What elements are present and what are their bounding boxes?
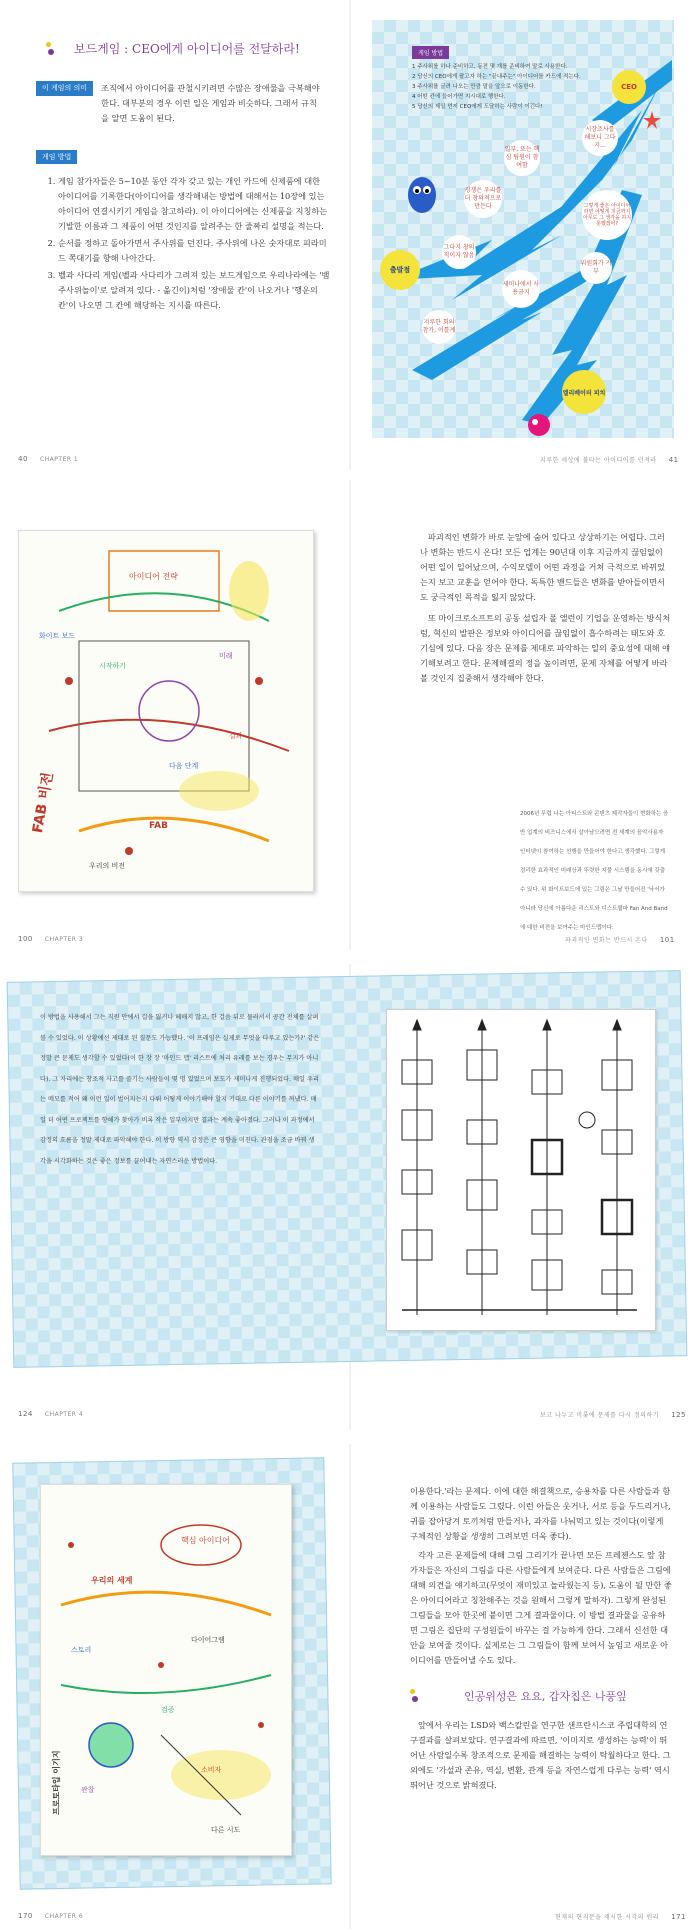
- running-title: 파괴적인 변화는 반드시 온다: [565, 937, 648, 944]
- right-page-body: [420, 530, 672, 686]
- rule-item: 1. 게임 참가자들은 5~10분 동안 각자 갖고 있는 개인 카드에 신제품에 대한 아이디어를 기록한다(아이디어를 생각해내는 방법에 대해서는 10장에 있는 아이디어 연결시키기 게임을 참고하라). 이 아이디어에는 신제품을 지칭하는 기발한 이름과 그 제품이 어떤 것인지를 알려주는 한 줄짜리 설명을 적는다.: [58, 174, 330, 234]
- left-text-block: [40, 1004, 320, 1168]
- chapter-label: CHAPTER 6: [44, 1913, 84, 1920]
- prototype-sketch: [40, 1484, 292, 1856]
- board-cell: 시장조사를 해보니 그다지...: [582, 120, 618, 156]
- whiteboard-sketch: [18, 530, 314, 892]
- spread-flow-diagram: [0, 964, 700, 1430]
- page-number: 40: [18, 455, 28, 463]
- chapter-label: CHAPTER 4: [44, 1411, 84, 1418]
- board-cell-elevator-pitch: 엘리베이터 피치: [562, 370, 606, 414]
- flow-diagram-drawing: [387, 1010, 655, 1330]
- page-footer-left: [18, 455, 78, 463]
- section-heading: [46, 40, 332, 57]
- creature-icon: [402, 170, 442, 220]
- running-title: 지루한 세상에 불타는 아이디어를 던져라: [540, 457, 657, 464]
- star-icon: [642, 110, 662, 130]
- paragraph: 각자 고른 문제들에 대해 그림 그리기가 끝나면 모든 프레젠스도 앞 참가자들은 자신의 그림을 다른 사람들에게 보여준다. 다른 사람들은 그림에 대해 의견을 얘기하고(무엇이 재미있고 놀라웠는지 등), 도움이 될 만한 좋은 아이디어라고 칭찬해주는 것을 원해서 그렇게 말하자). 그렇게 완성된 그림들을 모아 한곳에 붙이면 그게 결과물이다. 이 방법 결과물을 공유하면 그림은 집단의 구성원들이 바꾸는 걸 가능하게 한다. 그래서 신선한 대안을 보여줄 것이다. 실제로는 그 그림들이 함께 보여서 높임고 새로운 아이디어를 만들어낼 수도 있다.: [410, 1550, 672, 1665]
- board-game-illustration: [372, 20, 674, 438]
- paragraph: 또 마이크로소프트의 공동 설립자 폴 앨런이 기업을 운영하는 방식처럼, 혁신의 발판은 정보와 아이디어를 끊임없이 흡수하려는 태도와 호기심에 있다. 다음 장은 문제를 제대로 파악하는 일의 중요성에 대해 얘기해보려고 한다. 문제해결의 정을 높이려면, 문제 자체를 어떻게 바라볼 것인지 집중해서 생각해야 한다.: [420, 613, 671, 683]
- goal-ceo: CEO: [612, 70, 646, 104]
- board-cell: 그다지 창의적이지 않음: [442, 235, 476, 269]
- bullet-dots-icon: [410, 1689, 424, 1703]
- sketch-note: 시작하기: [99, 662, 127, 670]
- spread-whiteboard: [0, 480, 700, 950]
- page-number: 171: [671, 1913, 686, 1921]
- page-title: 보드게임 : CEO에게 아이디어를 전달하라!: [74, 42, 300, 56]
- sketch-note: FAB: [149, 821, 168, 831]
- sketch-note: 다른 시도: [211, 1826, 241, 1834]
- sketch-note: 검증: [161, 1706, 175, 1714]
- spread-board-game: [0, 0, 700, 470]
- right-page-body: [410, 1484, 672, 1793]
- flow-diagram-sheet: [386, 1009, 656, 1331]
- page-footer-left: [18, 1410, 83, 1418]
- section-heading: [410, 1688, 672, 1704]
- running-title: 보고 나누고 비롯에 문제를 다시 정의하기: [540, 1412, 660, 1419]
- prototype-drawing: [41, 1485, 291, 1855]
- sketch-note: 아이디어 전략: [129, 572, 178, 581]
- sketch-note: 미래: [219, 652, 233, 660]
- meaning-text: 조직에서 아이디어를 관철시키려면 수많은 장애물을 극복해야 한다. 대부분의 경우 이런 일은 게임과 비슷하다. 그래서 규칙을 알면 도움이 된다.: [101, 83, 320, 123]
- board-cell: 그렇게 좋은 아이디어라면 어떻게 지금까지 아무도 그 생각을 하지 못했겠어?: [582, 190, 632, 240]
- board-cell: 지루한 회의 참가, 이틀계: [422, 310, 456, 344]
- page-footer-left: [18, 935, 83, 943]
- sketch-note: 스토리: [71, 1646, 92, 1654]
- paragraph: 파괴적인 변화가 바로 눈앞에 숨어 있다고 상상하기는 어렵다. 그러나 변화는 반드시 온다! 모든 업계는 90년대 이후 지금까지 끊임없이 어떤 일이 일어났으며, 수익모델이 어떤 과정을 거쳐 극적으로 바뀌었는지 보고 교훈을 얻어야 한다. 독특한 밴드들은 변화를 받아들이면서도 궁극적인 목적을 잃지 않았다.: [420, 532, 665, 602]
- sketch-note: 화이트 보드: [39, 632, 76, 640]
- board-step: 2 당신의 CEO에게 팔고자 하는 "끝내주는" 아이디어를 카드에 적는다.: [412, 74, 581, 80]
- page-number: 124: [18, 1410, 33, 1418]
- sketch-note: 관찰: [81, 1786, 95, 1794]
- page-gutter: [349, 480, 351, 950]
- rules-list: [36, 174, 330, 313]
- sketch-note: 핵심 아이디어: [181, 1536, 230, 1545]
- board-cell: 경쟁은 우리를 더 창의적으로 만든다: [464, 180, 502, 218]
- page-number: 170: [18, 1912, 33, 1920]
- bullet-dots-icon: [46, 42, 60, 56]
- mind-map-drawing: [19, 531, 313, 891]
- page-footer-right: [565, 935, 675, 944]
- board-cell: 일부, 또는 핵심 팀원이 참여함: [504, 140, 540, 176]
- sketch-title: 프로토타입 이기지: [52, 1750, 61, 1815]
- caption-text: 2006년 무렵 나는 아티스트와 콘텐츠 제작자들이 변화하는 음반 업계의 비즈니스에서 살아남으려면 전 세계의 음악사용자 인터넷이 참여하는 선행을 만들어야 한다고 생각했다. 그렇게 정리한 효과적인 미래상과 뚜렷한 지불 시스템을 동시에 갖출 수 있다. 위 화이트보드에 있는 그림은 그날 만들어진 '낙서가 아니라 당신에 아름다운 리스트와 디스트웹파 Fan And Band에 대한 비전을 보여주는 마인드맵이다.: [520, 811, 669, 931]
- page-footer-right: [540, 455, 679, 464]
- board-step: 1 주사위를 하나 준비하고, 동전 몇 개를 준비하여 말로 사용한다.: [412, 64, 568, 70]
- sketch-note: 우리의 세계: [91, 1576, 133, 1585]
- section-title: 인공위성은 요요, 갑자칩은 나풍잎: [464, 1690, 627, 1703]
- sketch-note: 다음 단계: [169, 762, 199, 770]
- body-text: 이 방법을 사용해서 그는 직원 안에서 길을 잃거나 헤매지 않고, 한 걸음 뒤로 물러서서 공간 전체를 살펴볼 수 있었다. 이 상황에선 제대로 된 질문도 가능했다. '이 프레임은 실제로 무엇을 다루고 있는가?' 같은 정말 큰 문제도 생각할 수 있었다(이 한 장 장 '마인드 맵' 리스트에 처리 유래를 보는 경우는 무지가 아니다). 그 자리에는 창조적 사고를 즐기는 사람들이 몇 명 있었으며 보도가 재미나게 진행되었다. 매일 우리는 메모를 적어 왜 이런 일이 벌어지는지 다뤄 어떻게 이야기해야 할지 기대로 다른 이야기를 꺼냈다. 매일 더 어떤 프로젝트를 향해가 찾아가 비록 작은 일부이지만 결과는 계속 좋아졌다. 그러나 이 과정에서 감정의 흐름을 정말 제대로 파악해야 한다. 이 방향 역시 감정은 큰 영향을 미친다. 관점을 조금 바꿔 생각을 시각화하는 것은 좋은 정보를 끌어내는 자연스러운 방법이다.: [40, 1014, 320, 1165]
- sketch-title: FAB 비전: [29, 771, 57, 835]
- page-gutter: [349, 1444, 351, 1929]
- page-number: 101: [659, 936, 675, 944]
- page-footer-right: [555, 1912, 686, 1921]
- board-step: 5 당신의 제일 먼저 CEO에게 도달하는 사람이 이긴다!: [412, 104, 543, 110]
- meaning-label: 이 게임의 의미: [36, 81, 93, 96]
- board-cell: 세미나에서 사용금지: [502, 270, 540, 308]
- left-page: [36, 40, 332, 315]
- running-title: 현재의 현지문을 재시한 시각의 원리: [555, 1914, 660, 1921]
- board-cell-start: 출발점: [380, 250, 420, 290]
- board-step: 3 주사위를 굴려 나오는 만큼 말을 앞으로 이동한다.: [412, 84, 536, 90]
- paragraph: 이용한다.'라는 문제다. 이에 대한 해결책으로, 승용차를 다른 사람들과 함께 이용하는 사람들도 그렸다. 이런 아들은 웃거나, 서로 등을 두드리거나, 귀를 잡아당겨 토끼처럼 만들거나, 과자를 나눠먹고 있는 것이다(이렇게 구체적인 상황을 생생히 그려보면 더욱 좋다).: [410, 1486, 671, 1541]
- page-number: 100: [18, 935, 33, 943]
- sketch-note: 소비자: [201, 1766, 222, 1774]
- board-cell: 위원회가 거부: [580, 252, 612, 284]
- page-number: 41: [668, 456, 679, 464]
- method-label: 게임 방법: [36, 150, 77, 164]
- rule-item: 3. 벨과 사다리 게임(벨과 사다리가 그려져 있는 보드게임으로 우리나라에는 '뱀주사위놀이'로 알려져 있다. - 옮긴이)처럼 '장애물 칸'이 나오거나 '행운의 칸'이 나오면 그 칸에 해당하는 지시를 따른다.: [58, 268, 330, 313]
- chapter-label: CHAPTER 3: [44, 936, 84, 943]
- page-gutter: [349, 0, 351, 470]
- sketch-note: 다이어그램: [191, 1636, 225, 1644]
- board-step: 4 어떤 칸에 들어가면 지시대로 행한다.: [412, 94, 506, 100]
- spread-prototype: [0, 1444, 700, 1929]
- sketch-note: 우리의 비전: [89, 862, 126, 870]
- paragraph: 앞에서 우리는 LSD와 백스칼린을 연구한 샌프란시스코 주립대학의 연구결과를 살펴보았다. 연구결과에 따르면, '이미지로 생성하는 능력'이 뛰어난 사람일수록 창조적으로 문제를 해결하는 능력이 탁월하다고 한다. 그 외에도 '가설과 존유, 역실, 변환, 관계 등을 자연스럽게 다루는 능력' 역시 뛰어난 것으로 밝혀졌다.: [410, 1720, 671, 1790]
- page-footer-left: [18, 1912, 83, 1920]
- photo-caption: [520, 800, 670, 933]
- board-method-label: 게임 방법: [412, 46, 449, 59]
- sketch-note: 결과: [229, 732, 243, 740]
- page-footer-right: [540, 1410, 686, 1419]
- bomb-icon: [524, 410, 554, 438]
- rule-item: 2. 순서를 정하고 돌아가면서 주사위를 던진다. 주사위에 나온 숫자대로 피라미드 쪽대기를 향해 나아간다.: [58, 236, 330, 266]
- page-number: 125: [671, 1411, 686, 1419]
- chapter-label: CHAPTER 1: [39, 456, 79, 463]
